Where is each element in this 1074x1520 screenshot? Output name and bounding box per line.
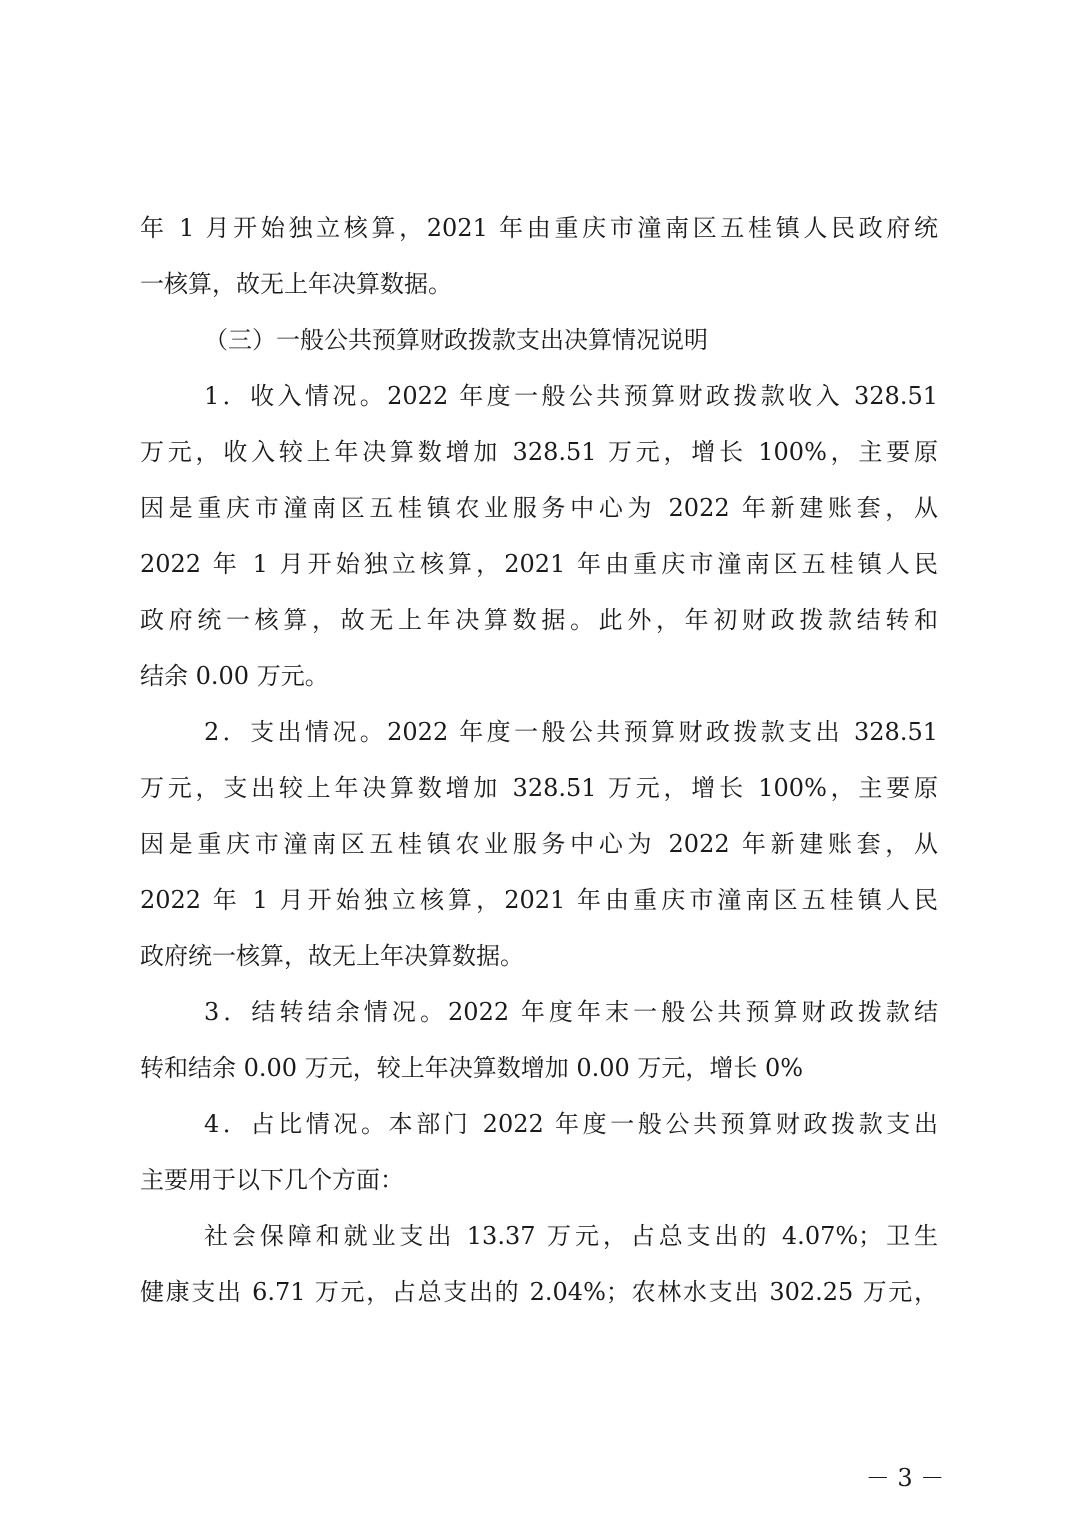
text-line: 结余 0.00 万元。 <box>140 662 329 690</box>
page-number: － 3 － <box>865 1464 945 1492</box>
text-line: 社会保障和就业支出 13.37 万元，占总支出的 4.07%；卫生 <box>204 1222 938 1250</box>
text-line: 主要用于以下几个方面： <box>140 1166 404 1194</box>
text-line: 转和结余 0.00 万元，较上年决算数增加 0.00 万元，增长 0% <box>140 1054 804 1082</box>
text-line: 2022 年 1 月开始独立核算，2021 年由重庆市潼南区五桂镇人民 <box>140 886 938 914</box>
text-line: 3．结转结余情况。2022 年度年末一般公共预算财政拨款结 <box>204 998 938 1026</box>
text-line: 万元，收入较上年决算数增加 328.51 万元，增长 100%，主要原 <box>140 438 938 466</box>
text-line: 年 1 月开始独立核算，2021 年由重庆市潼南区五桂镇人民政府统 <box>140 214 938 242</box>
text-line: 政府统一核算，故无上年决算数据。此外，年初财政拨款结转和 <box>140 606 938 634</box>
text-line: 2022 年 1 月开始独立核算，2021 年由重庆市潼南区五桂镇人民 <box>140 550 938 578</box>
section-heading: （三）一般公共预算财政拨款支出决算情况说明 <box>204 326 708 354</box>
text-line: 因是重庆市潼南区五桂镇农业服务中心为 2022 年新建账套，从 <box>140 830 938 858</box>
text-line: 2．支出情况。2022 年度一般公共预算财政拨款支出 328.51 <box>204 718 938 746</box>
text-line: 一核算，故无上年决算数据。 <box>140 270 452 298</box>
text-line: 4．占比情况。本部门 2022 年度一般公共预算财政拨款支出 <box>204 1110 938 1138</box>
text-line: 万元，支出较上年决算数增加 328.51 万元，增长 100%，主要原 <box>140 774 938 802</box>
text-line: 政府统一核算，故无上年决算数据。 <box>140 942 524 970</box>
text-line: 1．收入情况。2022 年度一般公共预算财政拨款收入 328.51 <box>204 382 938 410</box>
text-line: 因是重庆市潼南区五桂镇农业服务中心为 2022 年新建账套，从 <box>140 494 938 522</box>
body-text <box>140 200 938 1320</box>
text-line: 健康支出 6.71 万元，占总支出的 2.04%；农林水支出 302.25 万元， <box>140 1278 938 1306</box>
